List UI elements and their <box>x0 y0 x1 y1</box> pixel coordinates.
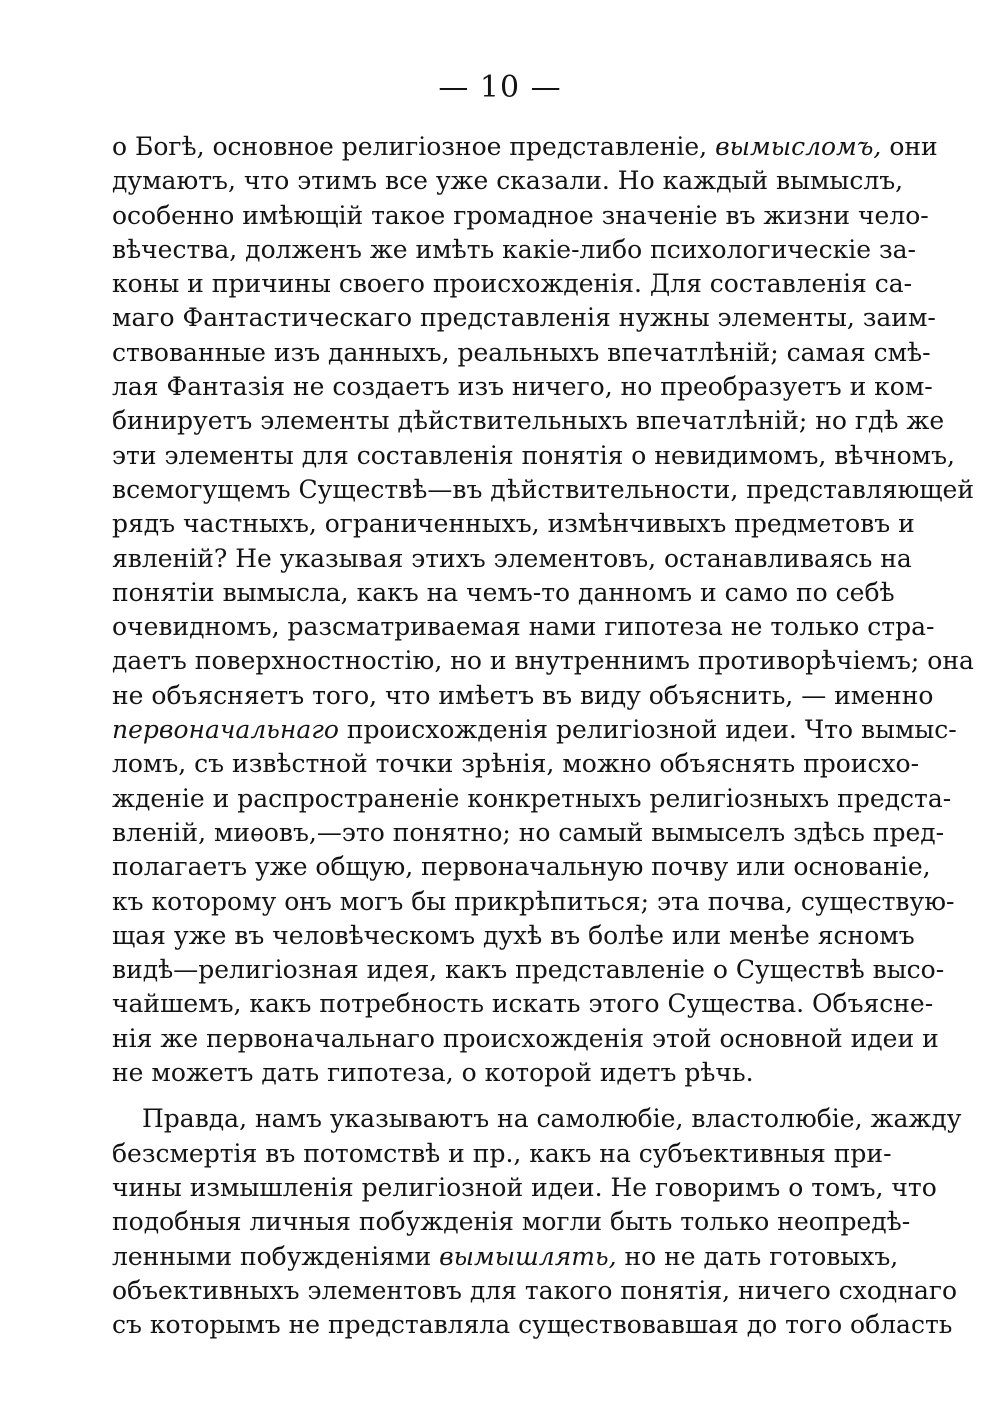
text-segment: вленій, миѳовъ,—это понятно; но самый вымыселъ здѣсь пред- <box>112 817 945 847</box>
text-segment: съ которымъ не представляла существовавшая до того область <box>112 1310 953 1340</box>
text-line <box>112 644 974 678</box>
text-segment: они <box>881 132 938 161</box>
italic-text: первоначальнаго <box>112 715 339 745</box>
text-segment: чайшемъ, какъ потребность искать этого Существа. Объясне- <box>112 989 934 1019</box>
paragraph <box>112 130 974 1090</box>
text-segment: полагаетъ уже общую, первоначальную почву или основаніе, <box>112 852 931 882</box>
text-line <box>112 919 915 953</box>
text-segment: особенно имѣющій такое громадное значеніе въ жизни чело- <box>112 200 929 230</box>
text-line <box>112 679 934 713</box>
text-line <box>112 473 974 507</box>
text-segment: безсмертія въ потомствѣ и пр., какъ на субъективныя при- <box>112 1138 892 1168</box>
text-line <box>112 370 933 404</box>
text-segment: Правда, намъ указываютъ на самолюбіе, властолюбіе, жажду <box>142 1104 962 1134</box>
paragraph-gap <box>112 1090 875 1102</box>
text-segment: объективныхъ элементовъ для такого понятія, ничего сходнаго <box>112 1275 958 1305</box>
text-line <box>112 336 931 370</box>
text-line <box>112 404 945 438</box>
page-number: — 10 — <box>438 70 562 105</box>
text-segment: происхожденія религіозной идеи. Что вымыс- <box>338 715 957 745</box>
text-line <box>112 267 913 301</box>
text-line <box>112 610 935 644</box>
text-line <box>112 816 945 850</box>
text-line <box>112 439 955 473</box>
text-line <box>112 1137 892 1171</box>
text-line <box>112 233 916 267</box>
text-segment: коны и причины своего происхожденія. Для составленія са- <box>112 269 913 299</box>
text-segment: явленій? Не указывая этихъ элементовъ, останавливаясь на <box>112 543 912 573</box>
text-line <box>112 885 955 919</box>
text-line <box>112 1205 911 1239</box>
text-line <box>112 576 895 610</box>
text-segment: жденіе и распространеніе конкретныхъ религіозныхъ предста- <box>112 783 952 813</box>
text-segment: не можетъ дать гипотеза, о которой идетъ рѣчь. <box>112 1058 754 1088</box>
text-segment: видѣ—религіозная идея, какъ представленіе о Существѣ высо- <box>112 955 945 985</box>
text-line <box>112 713 957 747</box>
text-line <box>112 1274 958 1308</box>
text-segment: нія же первоначальнаго происхожденія этой основной идеи и <box>112 1023 939 1053</box>
text-segment: ломъ, съ извѣстной точки зрѣнія, можно объяснять происхо- <box>112 749 920 779</box>
text-segment: маго Фантастическаго представленія нужны элементы, заим- <box>112 303 936 333</box>
text-segment: о Богѣ, основное религіозное представленіе, <box>112 132 716 161</box>
text-segment: не объясняетъ того, что имѣетъ въ виду объяснить, — именно <box>112 680 934 710</box>
text-segment: всемогущемъ Существѣ—въ дѣйствительности, представляющей <box>112 474 974 504</box>
text-line <box>112 953 945 987</box>
body-text <box>112 130 974 1342</box>
text-line <box>112 164 904 198</box>
text-line <box>112 850 931 884</box>
text-segment: понятіи вымысла, какъ на чемъ-то данномъ и само по себѣ <box>112 577 895 607</box>
text-line <box>112 1056 875 1090</box>
text-segment: ленными побужденіями <box>112 1241 440 1271</box>
text-segment: но не дать готовыхъ, <box>616 1241 899 1271</box>
text-line <box>112 987 934 1021</box>
text-segment: очевидномъ, разсматриваемая нами гипотеза не только стра- <box>112 612 935 642</box>
text-segment: лая Фантазія не создаетъ изъ ничего, но преобразуетъ и ком- <box>112 372 933 402</box>
text-line <box>112 301 936 335</box>
paragraph <box>112 1102 962 1342</box>
text-segment: думаютъ, что этимъ все уже сказали. Но каждый вымыслъ, <box>112 166 904 196</box>
text-segment: бинируетъ элементы дѣйствительныхъ впечатлѣній; но гдѣ же <box>112 406 945 436</box>
text-segment: подобныя личныя побужденія могли быть только неопредѣ- <box>112 1207 911 1237</box>
text-line <box>112 542 912 576</box>
italic-text: вымысломъ, <box>715 132 882 161</box>
text-line <box>112 1308 953 1342</box>
text-line <box>112 1102 962 1136</box>
text-segment: рядъ частныхъ, ограниченныхъ, измѣнчивыхъ предметовъ и <box>112 509 915 539</box>
italic-text: вымышлять, <box>439 1241 617 1271</box>
text-segment: къ которому онъ могъ бы прикрѣпиться; эта почва, существую- <box>112 886 955 916</box>
text-line <box>112 130 938 164</box>
text-line <box>112 782 952 816</box>
text-line <box>112 1171 937 1205</box>
text-line <box>112 1022 939 1056</box>
text-line <box>112 747 920 781</box>
text-line <box>112 1240 899 1274</box>
text-segment: даетъ поверхностностію, но и внутреннимъ противорѣчіемъ; она <box>112 646 974 676</box>
text-segment: щая уже въ человѣческомъ духѣ въ болѣе или менѣе ясномъ <box>112 920 915 950</box>
text-segment: чины измышленія религіозной идеи. Не говоримъ о томъ, что <box>112 1172 937 1202</box>
text-line <box>112 199 929 233</box>
text-segment: эти элементы для составленія понятія о невидимомъ, вѣчномъ, <box>112 440 955 470</box>
text-segment: ствованные изъ данныхъ, реальныхъ впечатлѣній; самая смѣ- <box>112 337 931 367</box>
text-line <box>112 507 915 541</box>
text-segment: вѣчества, долженъ же имѣть какіе-либо психологическіе за- <box>112 234 916 264</box>
